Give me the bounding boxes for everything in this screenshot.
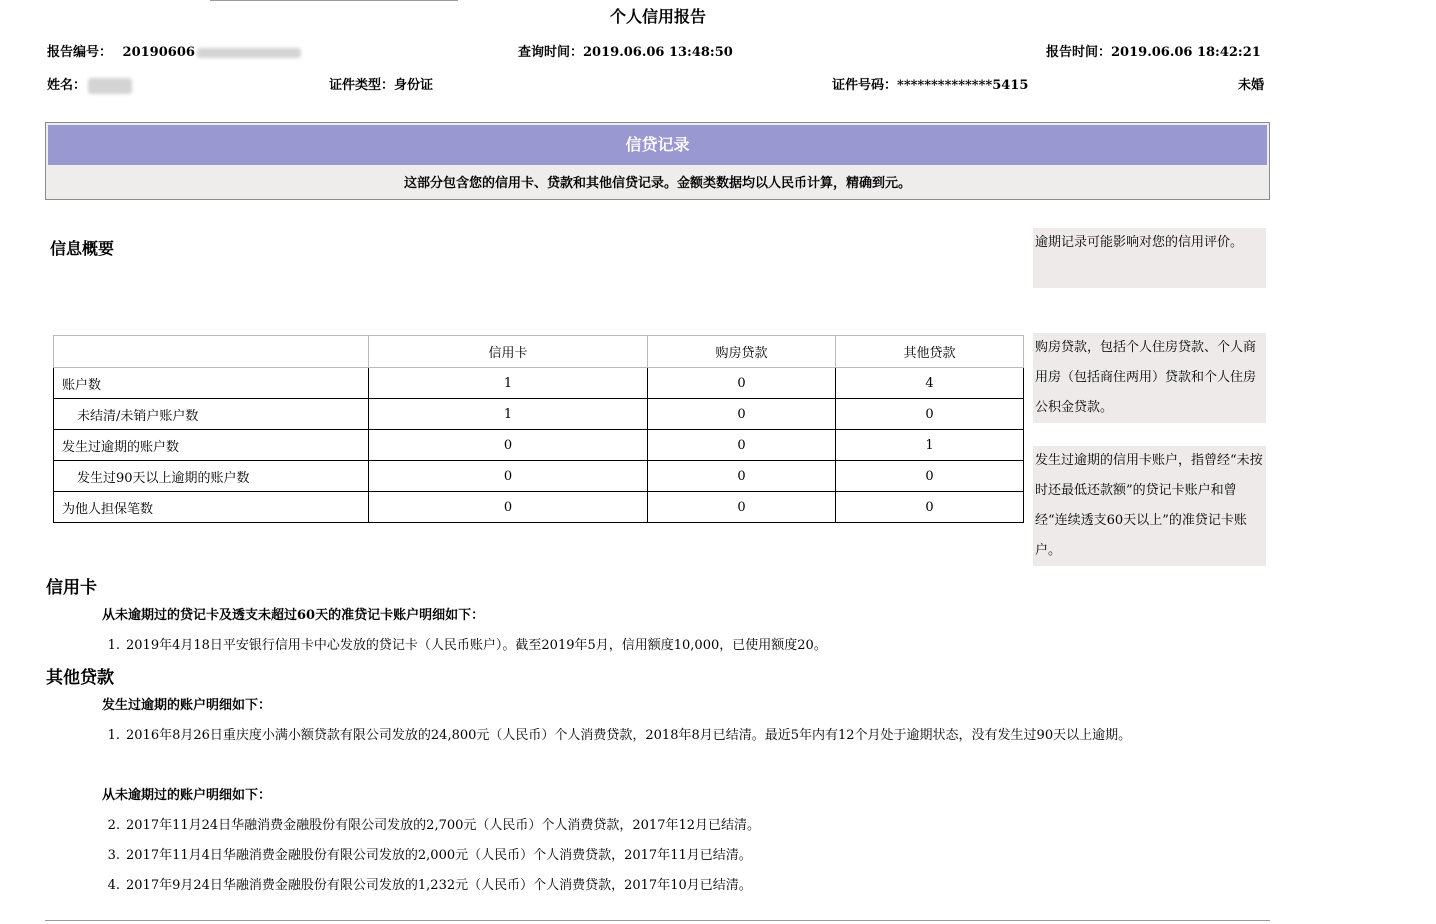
table-cell: 0 bbox=[648, 399, 836, 430]
query-time-label: 查询时间： bbox=[518, 45, 584, 60]
list-item bbox=[95, 874, 752, 893]
table-cell: 0 bbox=[836, 461, 1024, 492]
item-number: 2. bbox=[107, 818, 120, 833]
report-time-label: 报告时间： bbox=[1046, 45, 1112, 60]
id-type bbox=[329, 74, 433, 93]
id-number bbox=[832, 74, 1028, 93]
table-cell: 0 bbox=[836, 492, 1024, 523]
item-text: 2017年11月24日华融消费金融股份有限公司发放的2,700元（人民币）个人消费贷款，2017年12月已结清。 bbox=[126, 818, 761, 833]
query-time-value: 2019.06.06 13:48:50 bbox=[583, 45, 733, 60]
credit-card-heading: 信用卡 bbox=[46, 578, 97, 598]
table-cell: 0 bbox=[369, 430, 648, 461]
table-cell: 0 bbox=[648, 368, 836, 399]
redacted-blur bbox=[197, 48, 301, 58]
table-cell: 0 bbox=[648, 492, 836, 523]
table-header-cell: 购房贷款 bbox=[648, 336, 836, 368]
summary-table bbox=[53, 335, 1024, 523]
table-cell: 0 bbox=[648, 461, 836, 492]
id-type-value: 身份证 bbox=[394, 78, 434, 93]
item-number: 1. bbox=[107, 728, 120, 743]
report-time bbox=[1046, 41, 1261, 60]
table-cell: 0 bbox=[836, 399, 1024, 430]
note-overdue-card: 发生过逾期的信用卡账户，指曾经“未按时还最低还款额”的贷记卡账户和曾经“连续透支60天以上”的准贷记卡账户。 bbox=[1033, 446, 1266, 566]
summary-heading: 信息概要 bbox=[50, 239, 115, 258]
section-title: 信贷记录 bbox=[48, 125, 1267, 165]
table-header-cell: 信用卡 bbox=[369, 336, 648, 368]
table-header-row bbox=[54, 336, 1024, 368]
item-text: 2017年9月24日华融消费金融股份有限公司发放的1,232元（人民币）个人消费贷款，2017年10月已结清。 bbox=[126, 878, 752, 893]
list-item bbox=[95, 724, 1131, 743]
table-row bbox=[54, 399, 1024, 430]
item-number: 4. bbox=[107, 878, 120, 893]
item-text: 2017年11月4日华融消费金融股份有限公司发放的2,000元（人民币）个人消费贷款，2017年11月已结清。 bbox=[126, 848, 752, 863]
section-description: 这部分包含您的信用卡、贷款和其他信贷记录。金额类数据均以人民币计算，精确到元。 bbox=[403, 176, 911, 191]
table-header-cell: 其他贷款 bbox=[836, 336, 1024, 368]
name-field bbox=[47, 74, 132, 94]
row-label: 为他人担保笔数 bbox=[54, 492, 369, 523]
row-label: 发生过90天以上逾期的账户数 bbox=[54, 461, 369, 492]
list-item bbox=[95, 814, 760, 833]
name-label: 姓名： bbox=[47, 78, 87, 93]
table-cell: 0 bbox=[369, 461, 648, 492]
credit-card-subheading: 从未逾期过的贷记卡及透支未超过60天的准贷记卡账户明细如下： bbox=[102, 608, 485, 623]
table-cell: 1 bbox=[836, 430, 1024, 461]
table-row bbox=[54, 430, 1024, 461]
report-number bbox=[47, 41, 301, 60]
top-border-line bbox=[210, 0, 458, 1]
bottom-divider bbox=[45, 920, 1270, 921]
id-type-label: 证件类型： bbox=[329, 78, 395, 93]
query-time bbox=[518, 41, 733, 60]
report-number-label: 报告编号： bbox=[47, 45, 113, 60]
table-cell: 0 bbox=[369, 492, 648, 523]
list-item bbox=[95, 844, 752, 863]
row-label: 账户数 bbox=[54, 368, 369, 399]
table-row bbox=[54, 492, 1024, 523]
redacted-blur bbox=[88, 78, 132, 94]
overdue-subheading: 发生过逾期的账户明细如下： bbox=[102, 698, 272, 713]
other-loans-heading: 其他贷款 bbox=[46, 668, 114, 688]
table-cell: 1 bbox=[369, 399, 648, 430]
note-mortgage: 购房贷款，包括个人住房贷款、个人商用房（包括商住两用）贷款和个人住房公积金贷款。 bbox=[1033, 333, 1266, 423]
item-text: 2019年4月18日平安银行信用卡中心发放的贷记卡（人民币账户）。截至2019年5月，信用额度10,000，已使用额度20。 bbox=[126, 638, 827, 653]
item-number: 1. bbox=[107, 638, 120, 653]
row-label: 未结清/未销户账户数 bbox=[54, 399, 369, 430]
table-cell: 4 bbox=[836, 368, 1024, 399]
report-time-value: 2019.06.06 18:42:21 bbox=[1111, 45, 1261, 60]
note-overdue: 逾期记录可能影响对您的信用评价。 bbox=[1033, 228, 1266, 288]
id-number-label: 证件号码： bbox=[832, 78, 898, 93]
marital-status: 未婚 bbox=[1238, 78, 1265, 93]
table-header-cell bbox=[54, 336, 369, 368]
credit-record-section bbox=[45, 122, 1270, 200]
table-row bbox=[54, 368, 1024, 399]
report-number-value: 20190606 bbox=[122, 45, 195, 60]
table-cell: 0 bbox=[648, 430, 836, 461]
table-cell: 1 bbox=[369, 368, 648, 399]
report-title: 个人信用报告 bbox=[609, 7, 706, 26]
item-number: 3. bbox=[107, 848, 120, 863]
item-text: 2016年8月26日重庆度小满小额贷款有限公司发放的24,800元（人民币）个人消费贷款，2018年8月已结清。最近5年内有12个月处于逾期状态，没有发生过90天以上逾期。 bbox=[126, 728, 1132, 743]
list-item bbox=[95, 634, 827, 653]
id-number-value: **************5415 bbox=[897, 78, 1029, 93]
row-label: 发生过逾期的账户数 bbox=[54, 430, 369, 461]
clean-subheading: 从未逾期过的账户明细如下： bbox=[102, 788, 272, 803]
table-row bbox=[54, 461, 1024, 492]
